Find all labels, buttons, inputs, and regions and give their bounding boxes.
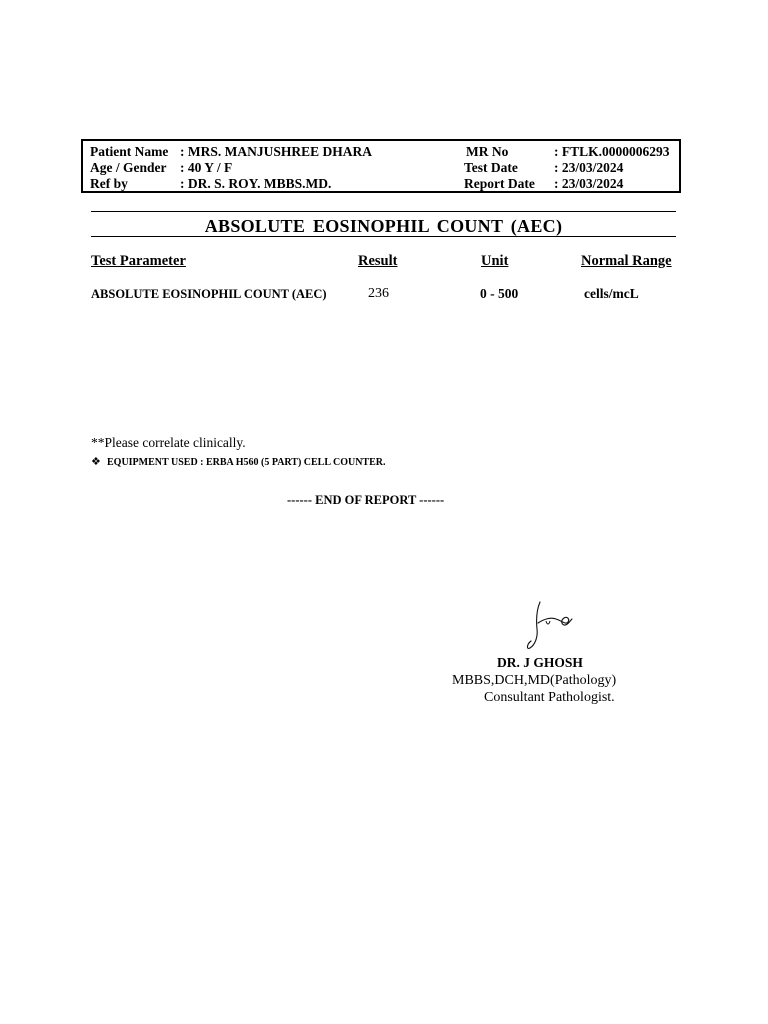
report-date-value: : 23/03/2024	[554, 176, 624, 191]
row-normal-range: cells/mcL	[584, 286, 639, 301]
title-bottom-rule	[91, 236, 676, 237]
patient-name-value: : MRS. MANJUSHREE DHARA	[180, 144, 372, 159]
mr-no-label: MR No	[466, 144, 509, 159]
row-parameter: ABSOLUTE EOSINOPHIL COUNT (AEC)	[91, 287, 327, 301]
report-date-label: Report Date	[464, 176, 535, 191]
signatory-designation: Consultant Pathologist.	[484, 690, 615, 705]
column-normal-range: Normal Range	[581, 253, 672, 269]
signature-image	[520, 597, 576, 653]
age-gender-value: : 40 Y / F	[180, 160, 233, 175]
age-gender-label: Age / Gender	[90, 160, 167, 175]
signatory-qualification: MBBS,DCH,MD(Pathology)	[452, 673, 617, 688]
row-unit: 0 - 500	[480, 286, 519, 301]
correlate-note: **Please correlate clinically.	[91, 435, 246, 450]
equipment-used: EQUIPMENT USED : ERBA H560 (5 PART) CELL COUNTER.	[107, 457, 386, 468]
test-date-value: : 23/03/2024	[554, 160, 624, 175]
report-title: ABSOLUTE EOSINOPHIL COUNT (AEC)	[204, 216, 563, 236]
title-top-rule	[91, 211, 676, 212]
ref-by-value: : DR. S. ROY. MBBS.MD.	[180, 176, 332, 191]
signatory-name: DR. J GHOSH	[497, 655, 583, 670]
mr-no-value: : FTLK.0000006293	[554, 144, 670, 159]
row-result: 236	[368, 286, 389, 301]
column-result: Result	[358, 253, 398, 269]
patient-name-label: Patient Name	[90, 144, 169, 159]
column-unit: Unit	[481, 253, 509, 269]
test-date-label: Test Date	[464, 160, 518, 175]
bullet-diamond-icon: ❖	[91, 456, 101, 468]
ref-by-label: Ref by	[90, 176, 128, 191]
column-test-parameter: Test Parameter	[91, 253, 186, 269]
end-of-report: ------ END OF REPORT ------	[287, 493, 445, 507]
